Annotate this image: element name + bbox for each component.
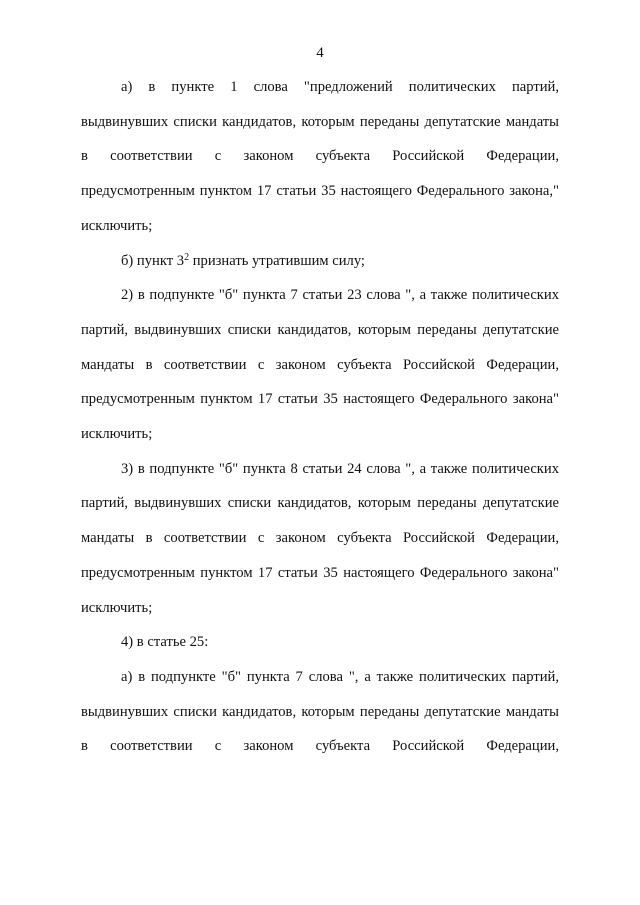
paragraph-article-25-a: а) в подпункте "б" пункта 7 слова ", а также политических партий, выдвинувших списки кандидатов, которым переданы депутатские мандаты в соответствии с законом субъекта Российской Федерации, [81,668,559,755]
page-number: 4 [316,45,324,61]
paragraph-amendment-article-23: 2) в подпункте "б" пункта 7 статьи 23 слова ", а также политических партий, выдвинувших списки кандидатов, которым переданы депутатские мандаты в соответствии с законом субъекта Российской Федерации, предусмотренным пунктом 17 статьи 35 настоящего Федерального закона" исключить; [81,287,559,443]
paragraph-amendment-a-point-1: а) в пункте 1 слова "предложений политических партий, выдвинувших списки кандидатов, которым переданы депутатские мандаты в соответствии с законом субъекта Российской Федерации, предусмотренным пунктом 17 статьи 35 настоящего Федерального закона," исключить; [81,79,559,234]
paragraph-article-25-heading: 4) в статье 25: [121,634,209,651]
document-body [81,70,559,764]
paragraph-amendment-b-point-3-2 [81,244,559,279]
paragraph-text-end: признать утратившим силу; [189,252,365,269]
superscript-number: 2 [184,251,190,263]
paragraph-text-start: б) пункт 3 [121,252,185,269]
paragraph-amendment-article-24: 3) в подпункте "б" пункта 8 статьи 24 слова ", а также политических партий, выдвинувших списки кандидатов, которым переданы депутатские мандаты в соответствии с законом субъекта Российской Федерации, предусмотренным пунктом 17 статьи 35 настоящего Федерального закона" исключить; [81,460,559,616]
